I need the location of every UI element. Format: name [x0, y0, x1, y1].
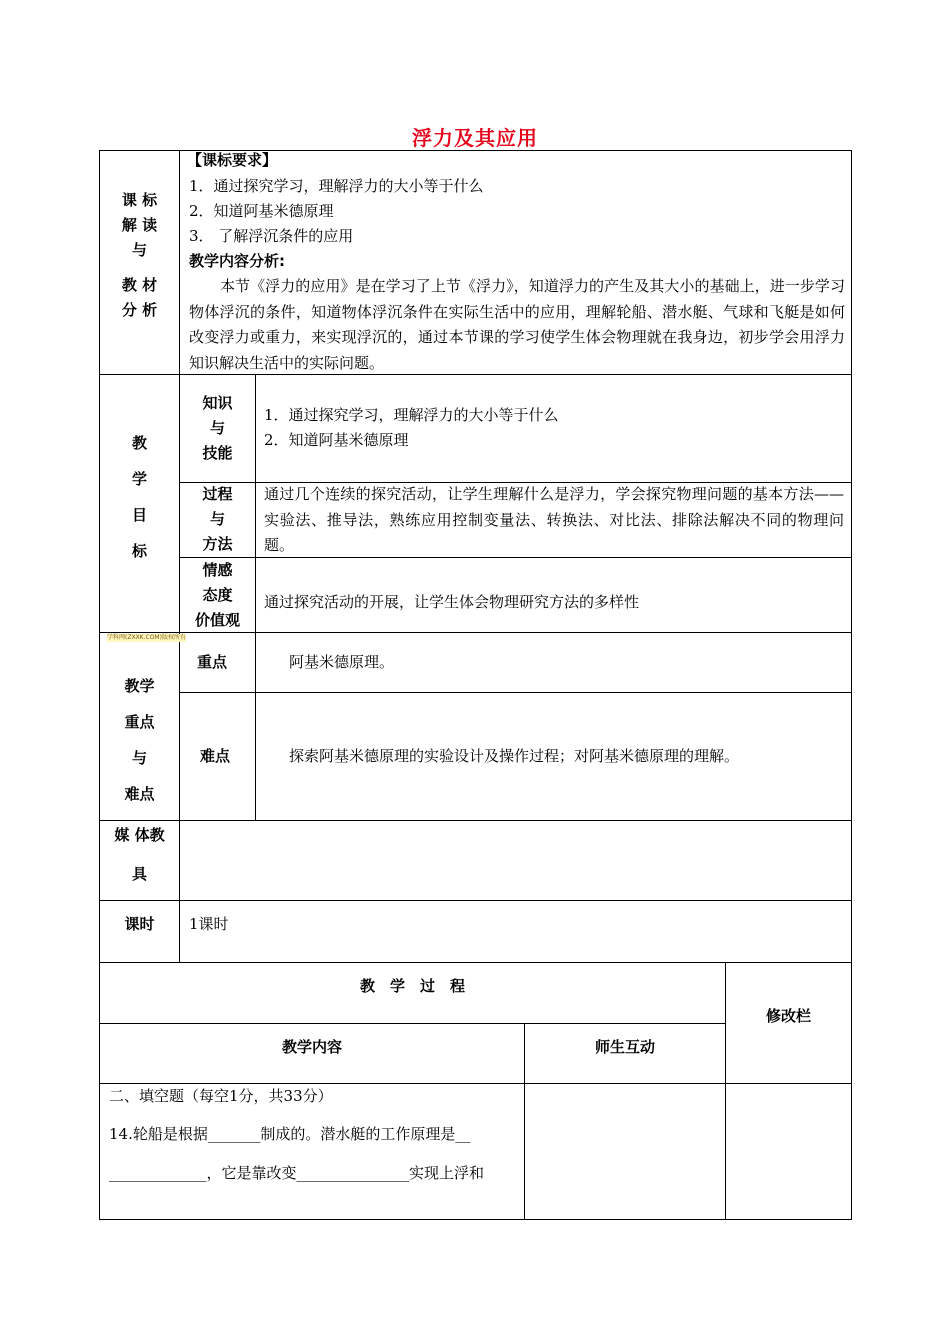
table-divider — [255, 374, 256, 820]
goal-label-line: 与 — [209, 510, 225, 528]
difficult-point-label: 难点 — [200, 747, 231, 765]
side-label-line: 标 — [131, 542, 147, 560]
side-label-line: 课 标 — [121, 191, 158, 209]
table-border-bottom — [99, 1219, 852, 1220]
watermark-text: 学科网(ZXXK.COM)版权所有 — [107, 634, 186, 641]
table-divider — [725, 962, 726, 1220]
side-label-line: 学 — [131, 470, 147, 488]
exercise-line: 二、填空题（每空1分，共33分） — [109, 1087, 333, 1105]
goal-label-line: 态度 — [202, 586, 233, 604]
hours-content: 1课时 — [189, 915, 229, 933]
goal-content-line: 1．通过探究学习，理解浮力的大小等于什么 — [264, 406, 559, 424]
side-label-line: 解 读 — [121, 216, 158, 234]
exercise-line: 14.轮船是根据_______制成的。潜水艇的工作原理是__ — [109, 1125, 471, 1143]
revision-column-header: 修改栏 — [765, 1007, 811, 1025]
page-title: 浮力及其应用 — [412, 126, 538, 150]
requirements-heading: 【课标要求】 — [187, 151, 278, 169]
goal-label-line: 方法 — [202, 535, 233, 553]
goal-label-line: 知识 — [202, 394, 233, 412]
side-label-line: 教 — [131, 434, 147, 452]
table-border-right — [851, 150, 852, 1220]
interaction-column-header: 师生互动 — [594, 1038, 655, 1056]
goal-label-line: 情感 — [202, 561, 233, 579]
analysis-text: 本节《浮力的应用》是在学习了上节《浮力》，知道浮力的产生及其大小的基础上，进一步学习物体浮沉的条件，知道物体浮沉条件在实际生活中的应用，理解轮船、潜水艇、气球和飞艇是如何改变浮力或重力，来实现浮沉的，通过本节课的学习使学生体会物理就在我身边，初步学会用浮力知识解决生活中的实际问题。 — [189, 277, 845, 372]
table-divider — [99, 962, 852, 963]
goal-content: 通过探究活动的开展，让学生体会物理研究方法的多样性 — [264, 593, 640, 611]
requirement-item: 2．知道阿基米德原理 — [189, 202, 334, 220]
goal-content: 通过几个连续的探究活动，让学生理解什么是浮力，学会探究物理问题的基本方法——实验法、推导法，熟练应用控制变量法、转换法、对比法、排除法解决不同的物理问题。 — [264, 485, 844, 554]
analysis-heading: 教学内容分析: — [189, 252, 285, 270]
side-label-line: 教 材 — [121, 276, 158, 294]
table-divider — [179, 692, 852, 693]
goal-label-line: 过程 — [202, 485, 233, 503]
key-point-label: 重点 — [197, 653, 228, 671]
goal-label-line: 价值观 — [194, 611, 240, 629]
content-column-header: 教学内容 — [281, 1038, 342, 1056]
media-label-line: 具 — [131, 865, 147, 883]
side-label-line: 难点 — [124, 785, 155, 803]
side-label-line: 与 — [131, 241, 147, 259]
side-label-line: 重点 — [124, 713, 155, 731]
side-label-line: 教学 — [124, 677, 155, 695]
requirement-item: 3． 了解浮沉条件的应用 — [189, 227, 354, 245]
requirement-item: 1．通过探究学习，理解浮力的大小等于什么 — [189, 177, 484, 195]
goal-label-line: 与 — [209, 419, 225, 437]
key-point-content: 阿基米德原理。 — [289, 653, 395, 671]
table-divider — [99, 820, 852, 821]
media-label-line: 媒 体教 — [114, 826, 165, 844]
side-label-line: 与 — [131, 749, 147, 767]
exercise-line: _____________，它是靠改变_______________实现上浮和 — [109, 1164, 485, 1182]
process-heading: 教 学 过 程 — [359, 977, 465, 995]
hours-label: 课时 — [124, 915, 155, 933]
goal-label-line: 技能 — [202, 444, 233, 462]
table-divider — [99, 1023, 726, 1024]
difficult-point-content: 探索阿基米德原理的实验设计及操作过程；对阿基米德原理的理解。 — [289, 747, 740, 765]
goal-content-line: 2．知道阿基米德原理 — [264, 431, 409, 449]
side-label-line: 目 — [131, 506, 147, 524]
side-label-line: 分 析 — [121, 301, 158, 319]
table-divider — [99, 900, 852, 901]
